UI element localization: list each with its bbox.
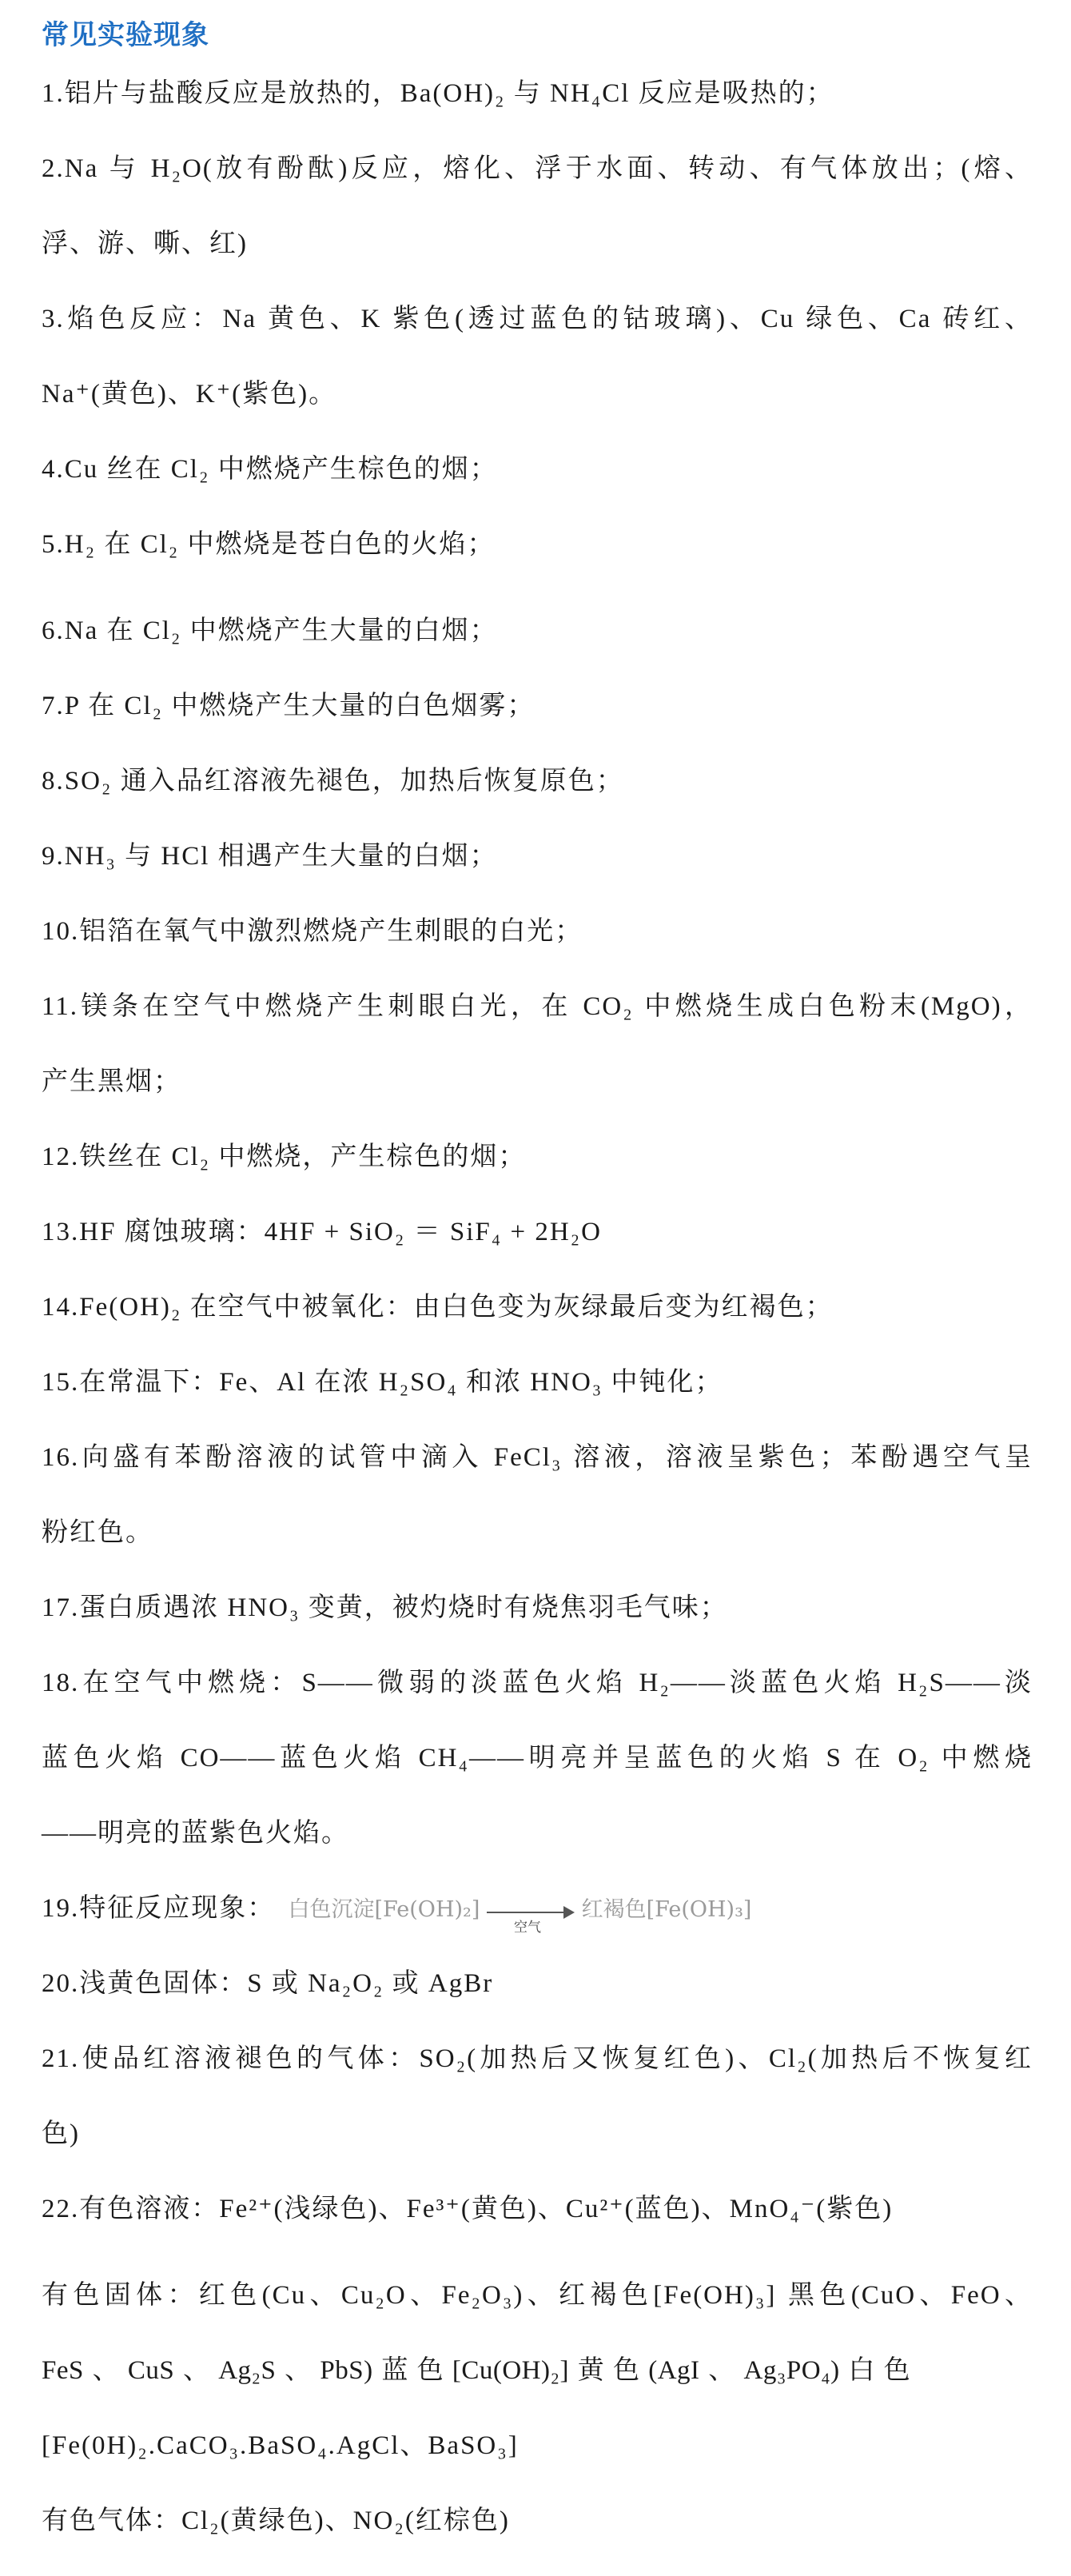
- reaction-line: [42, 1871, 1033, 1946]
- text-line: 5.H₂ 在 Cl₂ 中燃烧是苍白色的火焰；: [42, 530, 496, 559]
- text-line: 11.镁条在空气中燃烧产生刺眼白光，在 CO₂ 中燃烧生成白色粉末(MgO)，: [42, 992, 1033, 1021]
- reaction-right: 红褐色[Fe(OH)₃]: [581, 1897, 752, 1923]
- reaction-condition: 空气: [513, 1919, 541, 1936]
- text-line: 1.铝片与盐酸反应是放热的，Ba(OH)₂ 与 NH₄Cl 反应是吸热的；: [42, 79, 834, 108]
- text-line: [Fe(0H)₂.CaCO₃.BaSO₄.AgCl、BaSO₃]: [42, 2431, 519, 2460]
- text-line: Na⁺(黄色)、K⁺(紫色)。: [42, 380, 337, 409]
- text-line: 有色气体：Cl₂(黄绿色)、NO₂(红棕色): [42, 2506, 510, 2535]
- text-line: 19.特征反应现象：: [42, 1894, 276, 1923]
- text-line: 9.NH₃ 与 HCl 相遇产生大量的白烟；: [42, 842, 498, 871]
- text-line: 18.在空气中燃烧：S——微弱的淡蓝色火焰 H₂——淡蓝色火焰 H₂S——淡: [42, 1669, 1033, 1697]
- text-line: 8.SO₂ 通入品红溶液先褪色，加热后恢复原色；: [42, 767, 624, 796]
- text-line: 14.Fe(OH)₂ 在空气中被氧化：由白色变为灰绿最后变为红褐色；: [42, 1293, 834, 1322]
- text-line: 色): [42, 2119, 80, 2148]
- text-line: 13.HF 腐蚀玻璃：4HF + SiO₂ ＝ SiF₄ + 2H₂O: [42, 1218, 602, 1246]
- text-line: 3.焰色反应：Na 黄色、K 紫色(透过蓝色的钴玻璃)、Cu 绿色、Ca 砖红、: [42, 305, 1033, 333]
- text-line: 15.在常温下：Fe、Al 在浓 H₂SO₄ 和浓 HNO₃ 中钝化；: [42, 1368, 723, 1397]
- text-line: 产生黑烟；: [42, 1067, 181, 1096]
- text-line: 7.P 在 Cl₂ 中燃烧产生大量的白色烟雾；: [42, 692, 536, 720]
- text-line: FeS 、 CuS 、 Ag₂S 、 PbS) 蓝 色 [Cu(OH)₂] 黄 色 (AgI 、 Ag₃PO₄) 白 色: [42, 2356, 911, 2385]
- page-title: 常见实验现象: [42, 19, 209, 51]
- reaction-figure: [289, 1872, 752, 1948]
- document: [42, 14, 1033, 2558]
- text-line: 2.Na 与 H₂O(放有酚酞)反应，熔化、浮于水面、转动、有气体放出；(熔、: [42, 154, 1033, 183]
- text-line: 20.浅黄色固体：S 或 Na₂O₂ 或 AgBr: [42, 1969, 494, 1998]
- text-line: 22.有色溶液：Fe²⁺(浅绿色)、Fe³⁺(黄色)、Cu²⁺(蓝色)、MnO₄⁻(紫色): [42, 2195, 894, 2223]
- reaction-left: 白色沉淀[Fe(OH)₂]: [288, 1897, 480, 1923]
- text-line: 粉红色。: [42, 1518, 153, 1547]
- text-line: 浮、游、嘶、红): [42, 229, 248, 258]
- text-line: 6.Na 在 Cl₂ 中燃烧产生大量的白烟；: [42, 616, 498, 645]
- text-line: 4.Cu 丝在 Cl₂ 中燃烧产生棕色的烟；: [42, 455, 498, 484]
- text-line: 有色固体：红色(Cu、Cu₂O、Fe₂O₃)、红褐色[Fe(OH)₃] 黑色(CuO、FeO、: [42, 2281, 1033, 2310]
- text-line: 21.使品红溶液褪色的气体：SO₂(加热后又恢复红色)、Cl₂(加热后不恢复红: [42, 2044, 1033, 2073]
- text-line: 17.蛋白质遇浓 HNO₃ 变黄，被灼烧时有烧焦羽毛气味；: [42, 1593, 728, 1622]
- text-line: 蓝色火焰 CO——蓝色火焰 CH₄——明亮并呈蓝色的火焰 S 在 O₂ 中燃烧: [42, 1744, 1033, 1772]
- text-line: ——明亮的蓝紫色火焰。: [42, 1819, 349, 1848]
- text-line: 10.铝箔在氧气中激烈燃烧产生刺眼的白光；: [42, 917, 583, 946]
- text-line: 12.铁丝在 Cl₂ 中燃烧，产生棕色的烟；: [42, 1142, 527, 1171]
- text-line: 16.向盛有苯酚溶液的试管中滴入 FeCl₃ 溶液，溶液呈紫色；苯酚遇空气呈: [42, 1443, 1033, 1472]
- arrow-icon: [487, 1901, 575, 1936]
